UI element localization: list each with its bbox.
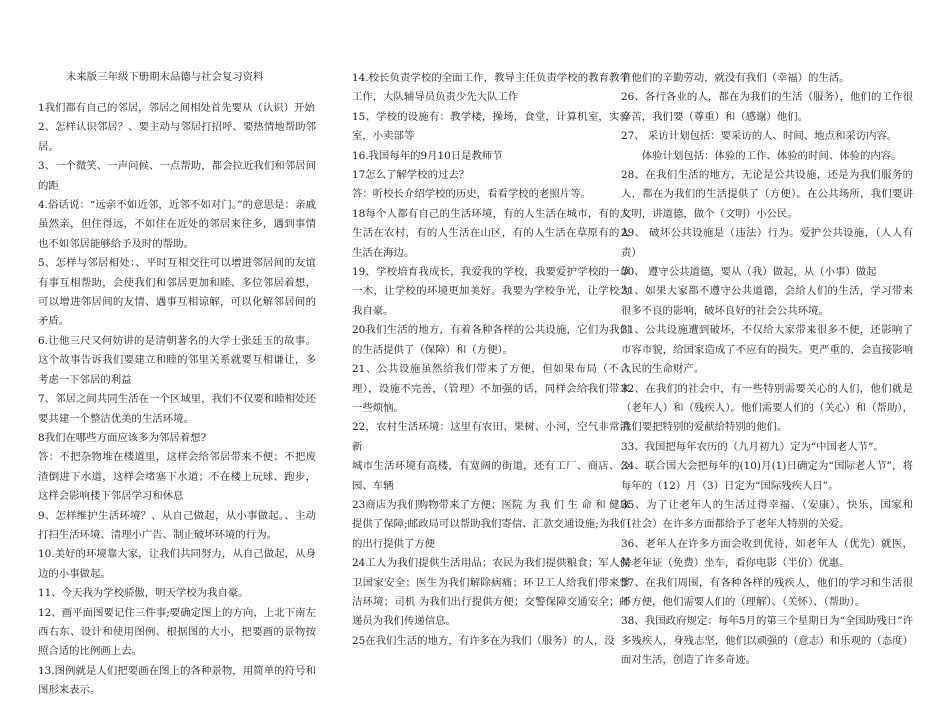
paragraph: 11、今天我为学校骄傲，明天学校为我自豪。 — [38, 587, 249, 600]
paragraph: 14.校长负责学校的全面工作，教导主任负责学校的教育教学工作，大队辅导员负责少先大队工作 — [352, 72, 630, 104]
paragraph: 答：不把杂物堆在楼道里，这样会给邻居带来不便；不把废渣倒进下水道，这样会堵塞下水道；不在楼上玩球、跑步，这样会影响楼下邻居学习和休息 — [38, 451, 316, 503]
paragraph: 33、我国把每年农历的（九月初九）定为“中国老人节”。 — [621, 440, 884, 453]
paragraph: 29、 破坏公共设施是（违法）行为。爱护公共设施，（人人有责） — [621, 227, 913, 259]
paragraph: 6.让他三尺又何妨讲的是清朝著名的大学士张廷玉的故事。这个故事告诉我们要建立和睦的邻里关系就要互相谦让，多考虑一下邻居的利益 — [38, 334, 316, 386]
paragraph: 26、各行各业的人，都在为我们的生活（服务），他们的工作很辛苦，我们要（尊重）和（感谢）他们。 — [621, 91, 913, 123]
paragraph: 5、怎样与邻居相处：、平时互相交往可以增进邻居间的友谊有事互相帮助，会使我们和邻居更加和睦、多位邻居着想，可以增进邻居间的友情、遇事互相谅解，可以化解邻居间的矛盾。 — [38, 257, 316, 328]
paragraph: 有他们的辛勤劳动，就没有我们（幸福）的生活。 — [621, 72, 850, 84]
paragraph: 25在我们生活的地方，有许多在为我们（服务）的人，没 — [352, 634, 615, 647]
paragraph: 22，农村生活环境：这里有农田、果树、小河，空气非常清新 — [352, 421, 630, 453]
paragraph: 15、学校的设施有：教学楼，操场，食堂，计算机室，实验室，小卖部等 — [352, 110, 630, 143]
paragraph: 21、公共设施虽然给我们带来了方便，但如果布局（不合理），设施不完善，（管理）不加强的话，同样会给我们带来一些烦恼。 — [352, 363, 630, 414]
paragraph: 9、怎样维护生活环境？、从自己做起，从小事做起。、主动打扫生活环境、清理小广告、制止破坏环境的行为。 — [38, 509, 316, 541]
paragraph: 19、学校培育我成长，我爱我的学校，我要爱护学校的一草一木，让学校的环境更加美好。我要为学校争光，让学校为我自豪。 — [352, 266, 630, 317]
paragraph: 城市生活环境有高楼，有宽阔的街道，还有工厂、商店、公园、车辆 — [352, 460, 630, 492]
paragraph: 34、联合国大会把每年的(10)月(1)日确定为“国际老人节”，将每年的（12）月（3）日定为“国际残疾人日”。 — [621, 460, 913, 492]
paragraph: 36、老年人在许多方面会收到优待，如老年人（优先）就医，持老年证（免费）坐车，看你电影（半价）优惠。 — [621, 537, 913, 570]
paragraph: 35、为了让老年人的生活过得幸福、（安康）、快乐，国家和（社会）在许多方面都给予了老年人特别的关爱。 — [621, 498, 913, 531]
paragraph: 18每个人都有自己的生活环境，有的人生活在城市，有的人生活在农村，有的人生活在山区，有的人生活在草原有的人生活在海边。 — [352, 207, 630, 259]
paragraph: 16.我国每年的9月10日是教师节 — [352, 149, 503, 162]
paragraph: 24工人为我们提供生活用品；农民为我们提供粮食；军人保卫国家安全；医生为我们解除病痛；环卫工人给我们带来整洁环境；司机 为我们出行提供方便；交警保障交通安全；邮递员为我们传递信息。 — [352, 557, 630, 628]
column-1 — [38, 99, 316, 701]
paragraph: 7、邻居之间共同生活在一个区域里，我们不仅要和睦相处还要共建一个整洁优美的生活环境。 — [38, 393, 316, 425]
paragraph: 8我们在哪些方面应该多为邻居着想? — [38, 431, 207, 444]
document-title: 未来版三年级下册期末品德与社会复习资料 — [66, 71, 264, 83]
paragraph: 4.俗话说：“远亲不如近邻，近邻不如对门。”的意思是：亲戚虽然亲，但住得远，不如住在近处的邻居来往多，遇到事情也不如邻居能够给予及时的帮助。 — [38, 199, 316, 250]
paragraph: 31、如果大家都不遵守公共道德，会给人们的生活，学习带来很多不良的影响，破坏良好的社会公共环境。 — [621, 285, 913, 317]
paragraph: 30、 遵守公共道德，要从（我）做起，从（小事）做起 — [621, 266, 877, 279]
paragraph: 3、一个微笑、一声问候、一点帮助，都会拉近我们和邻居间的距 — [38, 160, 316, 192]
paragraph: 体验计划包括：体验的工作、体验的时间、体验的内容。 — [621, 149, 902, 162]
paragraph: 31、公共设施遭到破坏，不仅给大家带来很多不便，还影响了市容市貌，给国家造成了不应有的损失。更严重的，会直接影响人民的生命财产。 — [621, 324, 913, 376]
paragraph: 20我们生活的地方，有着各种各样的公共设施，它们为我们的生活提供了（保障）和（方便）。 — [352, 324, 630, 356]
paragraph: 23商店为我们购物带来了方便；医院 为 我 们 生 命 和 健康提供了保障;邮政局可以帮助我们寄信、汇款交通设施;为我们的出行提供了方便 — [352, 498, 630, 550]
paragraph: 1我们都有自己的邻居，邻居之间相处首先要从（认识）开始 — [38, 102, 315, 114]
paragraph: 38、我国政府规定：每年5月的第三个星期日为“全国助残日”许多残疾人，身残志坚，他们以顽强的（意志）和乐观的（态度）面对生活，创造了许多奇迹。 — [621, 615, 913, 667]
paragraph: 28、在我们生活的地方，无论是公共设施，还是为我们服务的人，都在为我们的生活提供了（方便）。在公共场所，我们要讲文明，讲道德，做个（文明）小公民。 — [621, 169, 913, 220]
column-2 — [352, 69, 630, 651]
paragraph: 17怎么了解学校的过去？ — [352, 169, 470, 182]
paragraph: 13.图例就是人们把要画在图上的各种景物，用简单的符号和图形来表示。 — [38, 664, 316, 697]
paragraph: 2、怎样认识邻居？、要主动与邻居打招呼、要热情地帮助邻居。 — [38, 121, 316, 153]
paragraph: 答：听校长介绍学校的历史，看看学校的老照片等。 — [352, 188, 591, 201]
paragraph: 12、画平面图要记住三件事;要确定图上的方向，上北下南左西右东、设计和使用图例、根据图的大小，把要画的景物按照合适的比例画上去。 — [38, 606, 316, 658]
paragraph: 37、在我们周围，有各种各样的残疾人，他们的学习和生活很不方便，他们需要人们的（理解）、（关怀）、（帮助）。 — [621, 576, 913, 608]
paragraph: 27、 采访计划包括：要采访的人、时间、地点和采访内容。 — [621, 130, 898, 143]
column-3 — [621, 69, 913, 671]
paragraph: 32、在我们的社会中，有一些特别需要关心的人们，他们就是（老年人）和（残疾人）。他们需要人们的（关心）和（帮助），我们要把特别的爱献给特别的他们。 — [621, 382, 913, 434]
paragraph: 10.美好的环境靠大家，让我们共同努力，从自己做起，从身边的小事做起。 — [38, 548, 316, 580]
